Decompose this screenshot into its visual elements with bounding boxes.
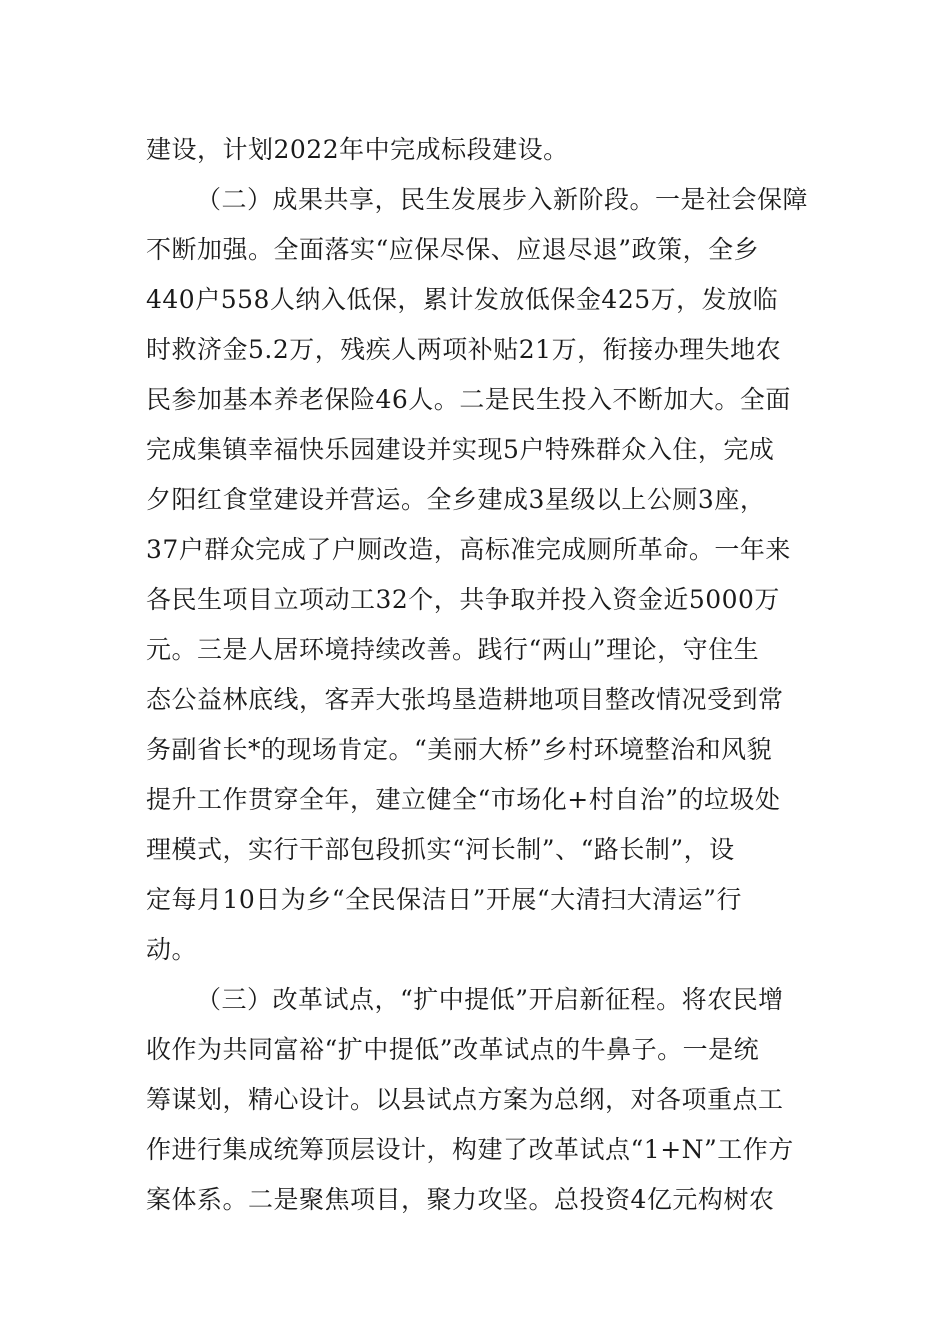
text-line: 动。: [146, 935, 198, 964]
text-line: 案体系。二是聚焦项目，聚力攻坚。总投资4亿元构树农: [146, 1185, 775, 1214]
text-line: 建设，计划2022年中完成标段建设。: [146, 135, 569, 164]
section-heading-line: （三）改革试点，“扩中提低”开启新征程。将农民增: [196, 985, 784, 1014]
text-line: 民参加基本养老保险46人。二是民生投入不断加大。全面: [146, 385, 791, 414]
text-line: 完成集镇幸福快乐园建设并实现5户特殊群众入住，完成: [146, 435, 775, 464]
body-text: [146, 125, 809, 1225]
text-line: 不断加强。全面落实“应保尽保、应退尽退”政策，全乡: [146, 235, 760, 264]
text-line: 提升工作贯穿全年，建立健全“市场化+村自治”的垃圾处: [146, 785, 781, 814]
text-line: 态公益林底线，客弄大张坞垦造耕地项目整改情况受到常: [146, 685, 784, 714]
text-line: 元。三是人居环境持续改善。践行“两山”理论，守住生: [146, 635, 760, 664]
text-line: 夕阳红食堂建设并营运。全乡建成3星级以上公厕3座，: [146, 485, 766, 514]
text-line: 37户群众完成了户厕改造，高标准完成厕所革命。一年来: [146, 535, 791, 564]
text-line: 收作为共同富裕“扩中提低”改革试点的牛鼻子。一是统: [146, 1035, 760, 1064]
section-heading-line: （二）成果共享，民生发展步入新阶段。一是社会保障: [196, 185, 809, 214]
text-line: 筹谋划，精心设计。以县试点方案为总纲，对各项重点工: [146, 1085, 784, 1114]
text-line: 定每月10日为乡“全民保洁日”开展“大清扫大清运”行: [146, 885, 742, 914]
text-line: 务副省长*的现场肯定。“美丽大桥”乡村环境整治和风貌: [146, 735, 773, 764]
text-line: 作进行集成统筹顶层设计，构建了改革试点“1+N”工作方: [146, 1135, 794, 1164]
text-line: 440户558人纳入低保，累计发放低保金425万，发放临: [146, 285, 779, 314]
text-line: 各民生项目立项动工32个，共争取并投入资金近5000万: [146, 585, 780, 614]
text-line: 理模式，实行干部包段抓实“河长制”、“路长制”，设: [146, 835, 735, 864]
text-line: 时救济金5.2万，残疾人两项补贴21万，衔接办理失地农: [146, 335, 782, 364]
